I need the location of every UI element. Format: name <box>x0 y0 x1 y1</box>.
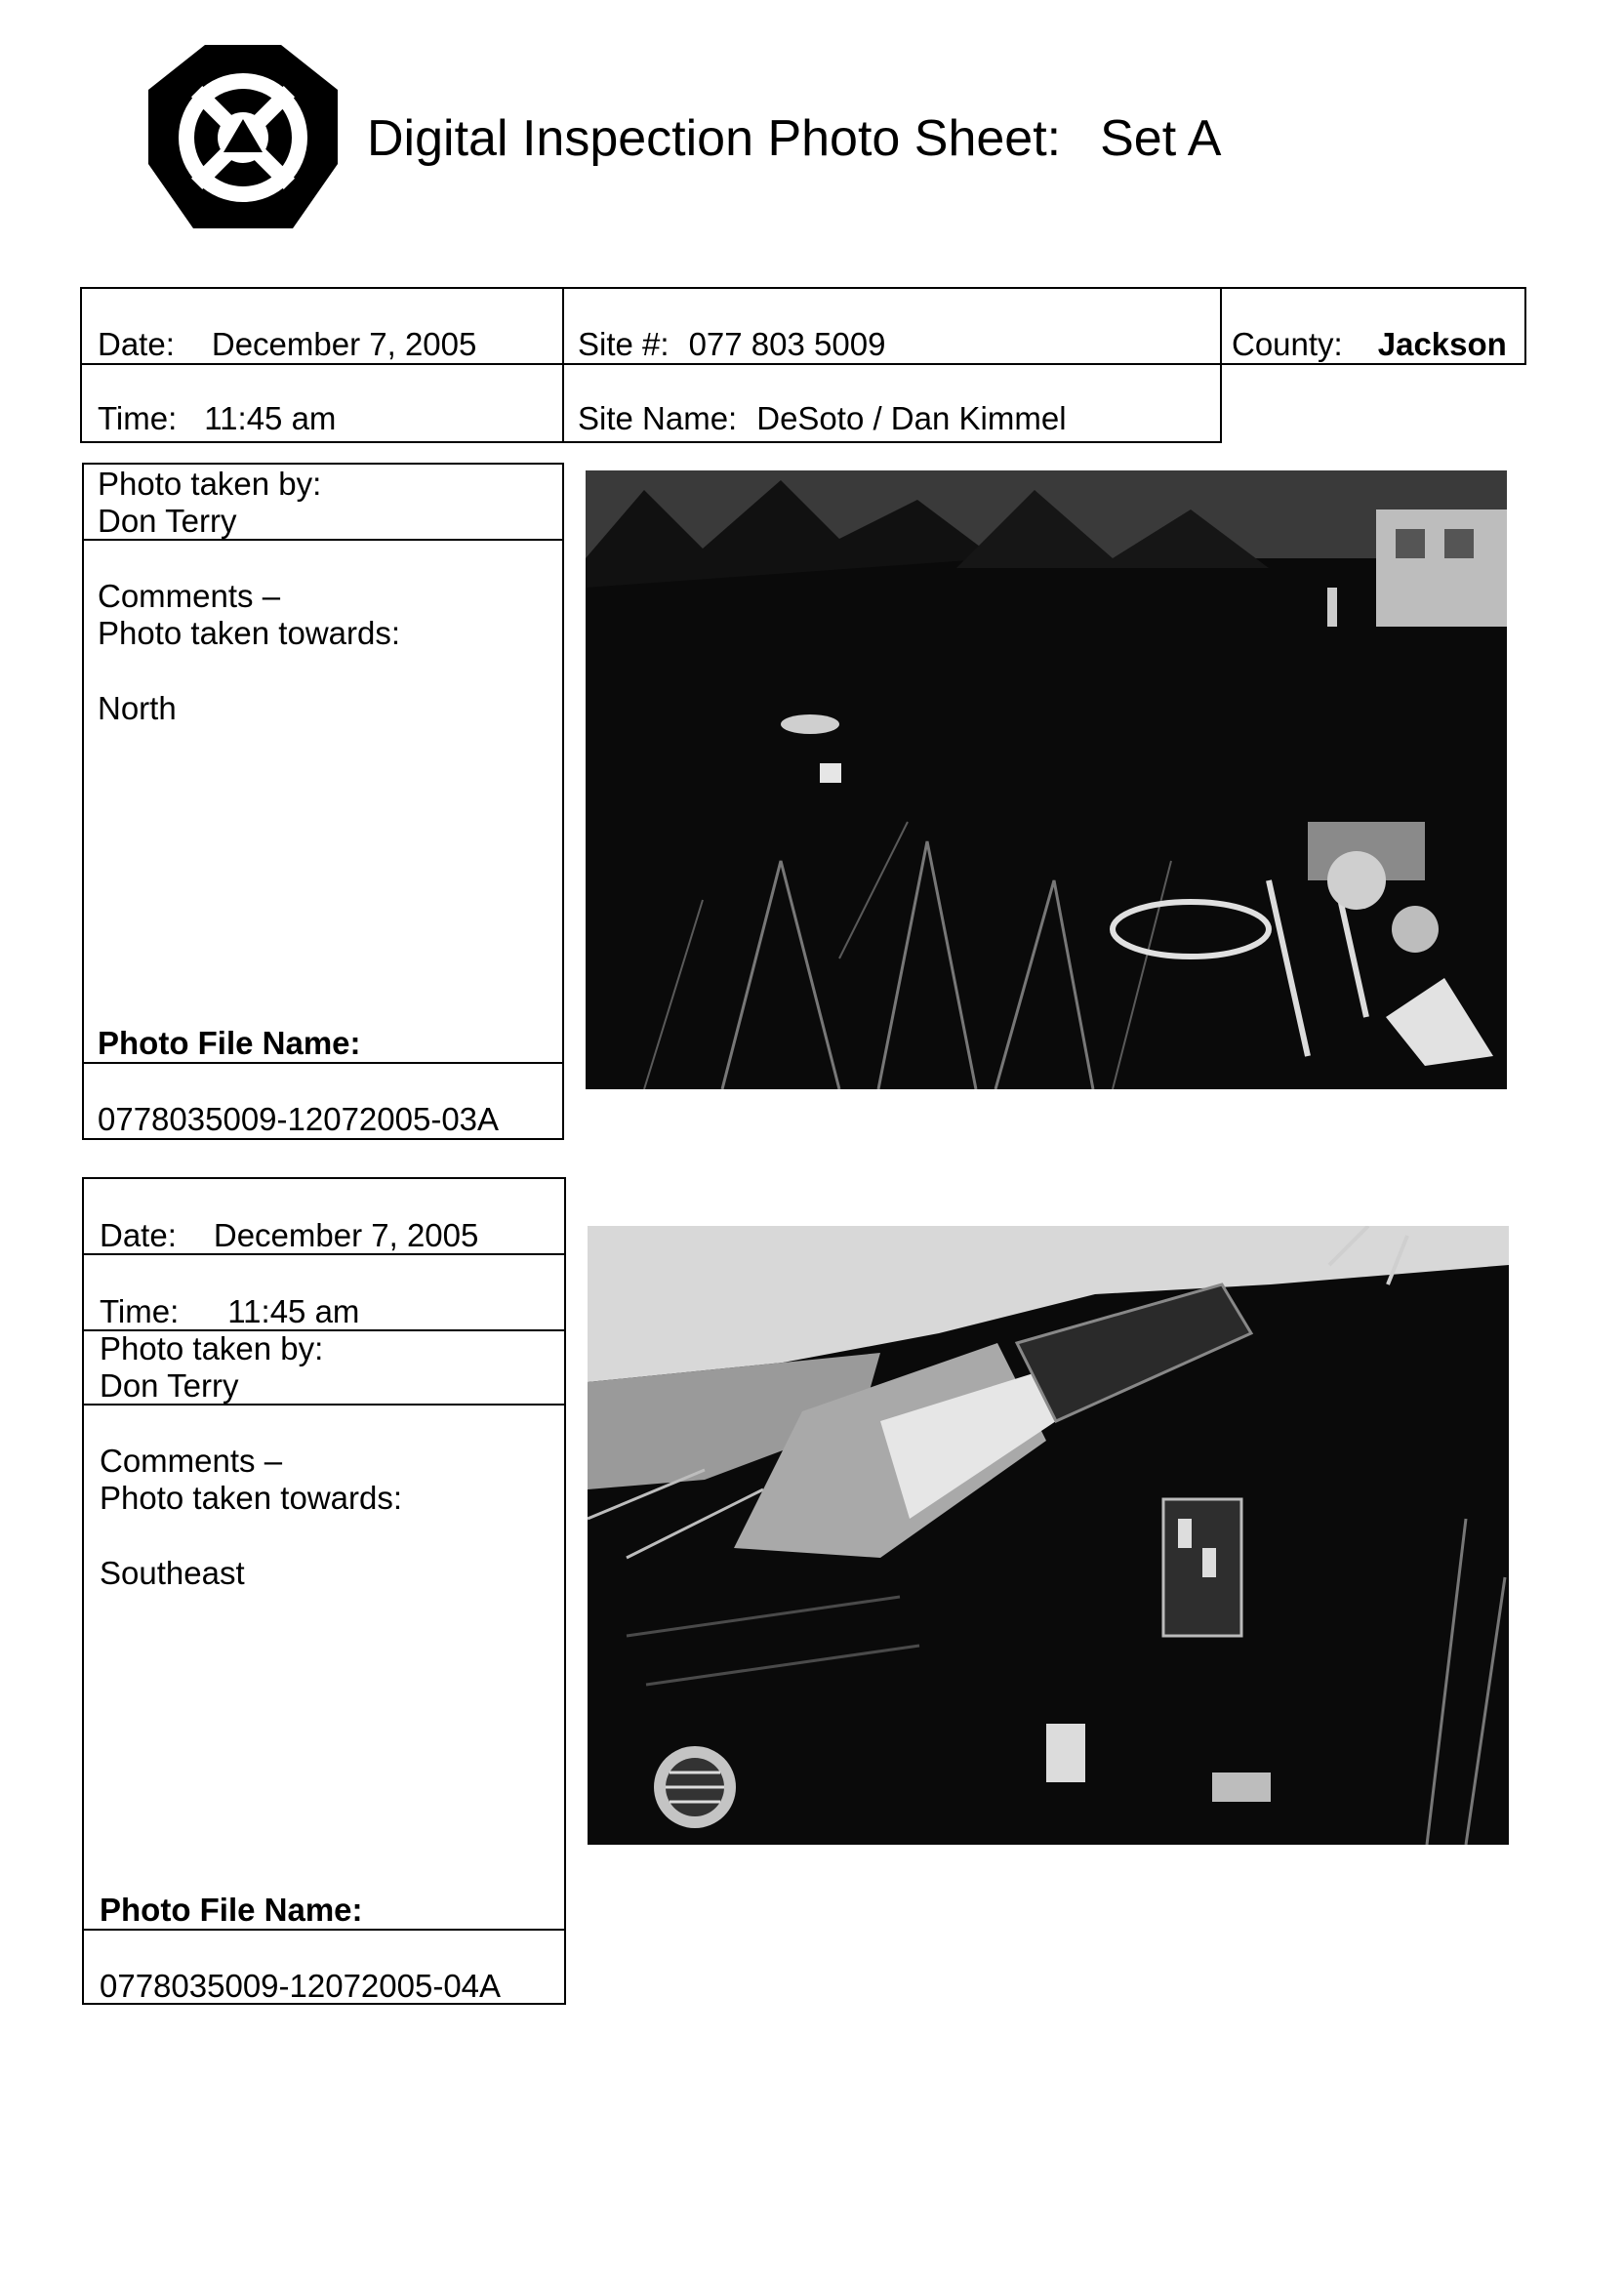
taken-by-label: Photo taken by: <box>98 466 322 502</box>
direction-value: Southeast <box>100 1555 245 1591</box>
site-name-field: Site Name: DeSoto / Dan Kimmel <box>578 400 1067 436</box>
towards-label: Photo taken towards: <box>98 615 401 651</box>
file-name-label: Photo File Name: <box>100 1892 363 1928</box>
date-field: Date: December 7, 2005 <box>98 326 477 362</box>
file-name-value: 0778035009-12072005-03A <box>98 1101 500 1137</box>
site-number-field: Site #: 077 803 5009 <box>578 326 886 362</box>
taken-by-value: Don Terry <box>98 503 237 539</box>
inspection-photo-1 <box>586 470 1507 1089</box>
comments-label: Comments – <box>98 578 281 614</box>
date-field: Date: December 7, 2005 <box>100 1217 479 1253</box>
logo-emblem-icon <box>144 43 342 230</box>
taken-by-value: Don Terry <box>100 1367 239 1404</box>
title-text: Digital Inspection Photo Sheet: <box>367 110 1062 167</box>
file-name-label: Photo File Name: <box>98 1025 361 1061</box>
county-field: County: Jackson <box>1232 326 1507 362</box>
towards-label: Photo taken towards: <box>100 1480 403 1516</box>
set-label: Set A <box>1100 110 1222 167</box>
time-field: Time: 11:45 am <box>98 400 337 436</box>
direction-value: North <box>98 690 177 726</box>
taken-by-label: Photo taken by: <box>100 1330 324 1366</box>
page-title <box>367 109 1221 168</box>
time-field: Time: 11:45 am <box>100 1293 360 1329</box>
inspection-photo-2 <box>588 1226 1509 1845</box>
comments-label: Comments – <box>100 1443 283 1479</box>
file-name-value: 0778035009-12072005-04A <box>100 1968 502 2004</box>
